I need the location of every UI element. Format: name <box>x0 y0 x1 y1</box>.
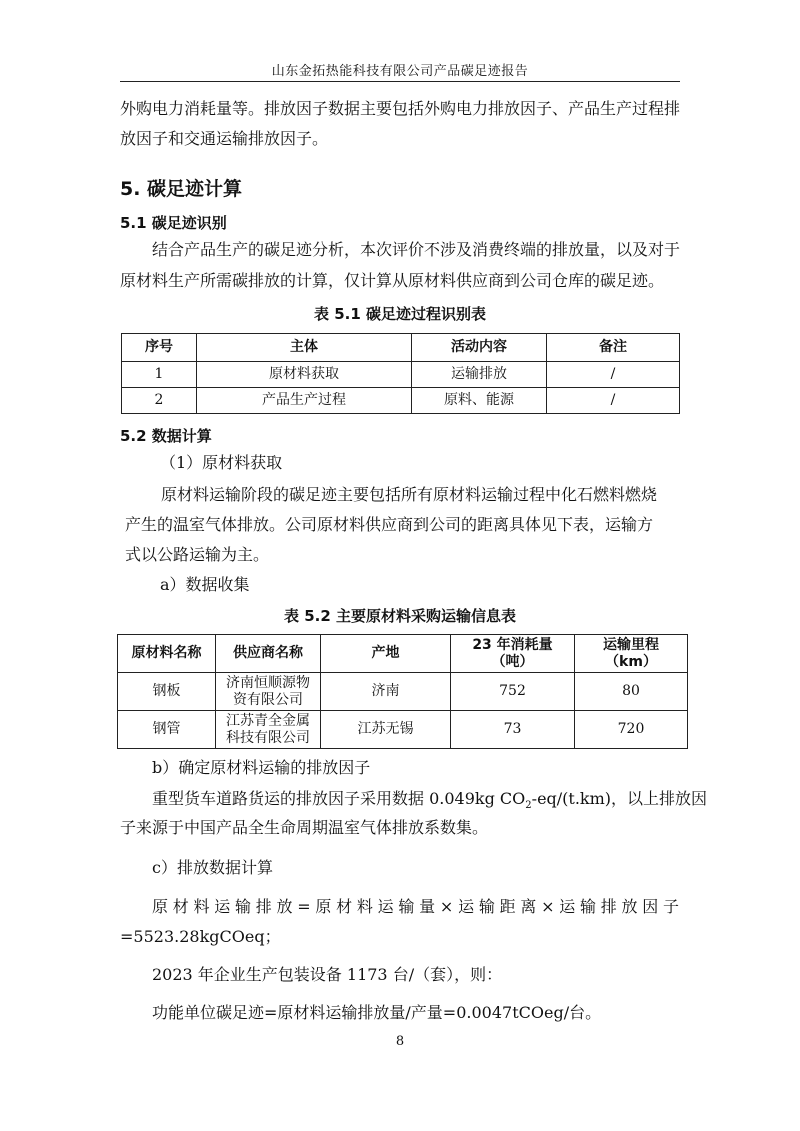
co2-subscript: 2 <box>525 800 532 812</box>
header-cell: 主体 <box>197 334 412 362</box>
section-5-1-heading: 5.1 碳足迹识别 <box>120 214 227 232</box>
table-row <box>122 362 680 388</box>
subsection-1-heading: （1）原材料获取 <box>160 453 283 472</box>
header-cell: 供应商名称 <box>216 635 321 673</box>
running-header: 山东金拓热能科技有限公司产品碳足迹报告 <box>271 64 529 79</box>
table-cell: 1 <box>122 362 197 388</box>
formula-1-line-1: 原材料运输排放=原材料运输量×运输距离×运输排放因子 <box>152 897 680 916</box>
table-cell: 产品生产过程 <box>197 388 412 414</box>
table-cell <box>216 711 321 749</box>
table-5-1-caption: 表 5.1 碳足迹过程识别表 <box>313 305 487 323</box>
section-b-line-1-end: -eq/(t.km)，以上排放因 <box>531 789 708 808</box>
header-cell: 序号 <box>122 334 197 362</box>
table-row <box>118 711 688 749</box>
table-header-row <box>118 635 688 673</box>
table-5-1 <box>121 333 680 414</box>
table-cell: / <box>547 388 680 414</box>
table-cell: 钢板 <box>118 673 216 711</box>
table-cell: 济南 <box>321 673 451 711</box>
section-5-1-para-line-1: 结合产品生产的碳足迹分析，本次评价不涉及消费终端的排放量，以及对于 <box>152 240 681 259</box>
section-b-line-1 <box>152 789 707 816</box>
table-cell: 80 <box>575 673 688 711</box>
header-cell-line: 运输里程 <box>603 636 659 653</box>
header-cell <box>451 635 575 673</box>
section-5-heading: 5. 碳足迹计算 <box>120 178 243 200</box>
intro-line-2: 放因子和交通运输排放因子。 <box>120 129 329 148</box>
table-cell <box>216 673 321 711</box>
formula-2: 功能单位碳足迹=原材料运输排放量/产量=0.0047tCOeg/台。 <box>152 1003 602 1022</box>
table-cell: 73 <box>451 711 575 749</box>
formula-1-line-2: =5523.28kgCOeq； <box>120 927 281 946</box>
section-5-2-para-line-1: 原材料运输阶段的碳足迹主要包括所有原材料运输过程中化石燃料燃烧 <box>161 485 658 504</box>
table-5-2-caption: 表 5.2 主要原材料采购运输信息表 <box>283 607 517 625</box>
table-cell: 钢管 <box>118 711 216 749</box>
header-cell: 备注 <box>547 334 680 362</box>
header-cell-line: （吨） <box>491 653 534 670</box>
subsection-b-heading: b）确定原材料运输的排放因子 <box>152 758 371 777</box>
header-cell-line: 23 年消耗量 <box>472 636 553 653</box>
header-divider <box>120 81 680 82</box>
section-5-2-para-line-3: 式以公路运输为主。 <box>125 545 270 564</box>
cell-line: 资有限公司 <box>233 691 303 708</box>
header-cell: 原材料名称 <box>118 635 216 673</box>
table-cell: 原材料获取 <box>197 362 412 388</box>
table-cell: / <box>547 362 680 388</box>
page-number: 8 <box>395 1034 405 1049</box>
table-cell: 2 <box>122 388 197 414</box>
section-5-2-para-line-2: 产生的温室气体排放。公司原材料供应商到公司的距离具体见下表，运输方 <box>125 515 654 534</box>
table-cell: 752 <box>451 673 575 711</box>
cell-line: 科技有限公司 <box>226 729 310 746</box>
header-cell: 活动内容 <box>412 334 547 362</box>
table-row <box>122 388 680 414</box>
cell-line: 济南恒顺源物 <box>226 674 310 691</box>
table-row <box>118 673 688 711</box>
section-5-2-heading: 5.2 数据计算 <box>120 427 212 445</box>
table-cell: 原料、能源 <box>412 388 547 414</box>
section-b-line-1-start: 重型货车道路货运的排放因子采用数据 0.049kg CO <box>152 789 526 808</box>
cell-line: 江苏青全金属 <box>226 712 310 729</box>
header-cell: 产地 <box>321 635 451 673</box>
intro-line-1: 外购电力消耗量等。排放因子数据主要包括外购电力排放因子、产品生产过程排 <box>120 99 681 118</box>
table-cell: 运输排放 <box>412 362 547 388</box>
production-statement: 2023 年企业生产包装设备 1173 台/（套），则： <box>152 965 503 984</box>
section-b-line-2: 子来源于中国产品全生命周期温室气体排放系数集。 <box>120 818 489 837</box>
table-cell: 720 <box>575 711 688 749</box>
header-cell-line: （km） <box>605 653 657 670</box>
section-5-1-para-line-2: 原材料生产所需碳排放的计算，仅计算从原材料供应商到公司仓库的碳足迹。 <box>120 271 665 290</box>
subsection-c-heading: c）排放数据计算 <box>152 858 273 877</box>
header-cell <box>575 635 688 673</box>
subsection-a-heading: a）数据收集 <box>160 575 250 594</box>
table-header-row <box>122 334 680 362</box>
table-5-2 <box>117 634 688 749</box>
table-cell: 江苏无锡 <box>321 711 451 749</box>
